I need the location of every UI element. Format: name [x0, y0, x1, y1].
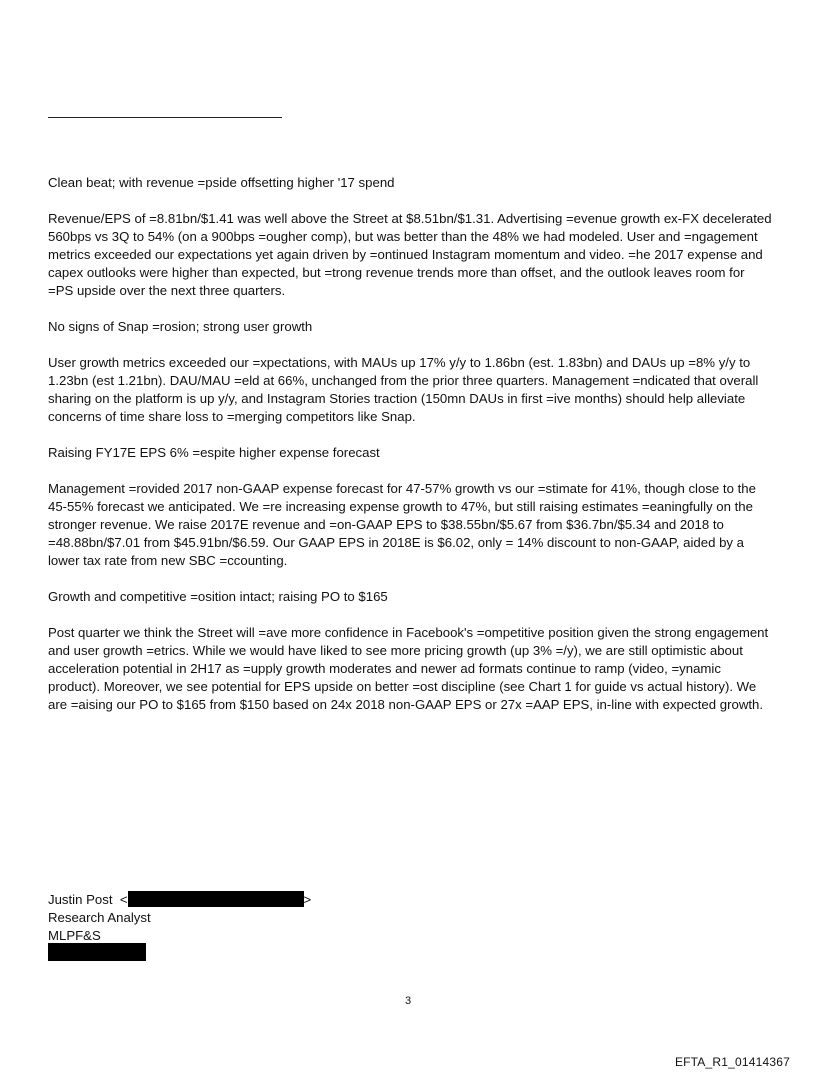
analyst-signature — [48, 891, 311, 945]
report-body — [48, 174, 772, 732]
document-id: EFTA_R1_01414367 — [674, 1055, 790, 1069]
redacted-phone — [48, 943, 146, 961]
email-open-bracket: < — [119, 892, 128, 907]
redacted-email — [128, 891, 304, 907]
analyst-firm: MLPF&S — [48, 928, 101, 943]
heading-growth-position: Growth and competitive =osition intact; raising PO to $165 — [48, 589, 388, 604]
analyst-title: Research Analyst — [48, 910, 151, 925]
top-divider-line — [48, 117, 282, 118]
analyst-name: Justin Post — [48, 892, 113, 907]
heading-clean-beat: Clean beat; with revenue =pside offsetting higher '17 spend — [48, 175, 395, 190]
paragraph-user-growth: User growth metrics exceeded our =xpectations, with MAUs up 17% y/y to 1.86bn (est. 1.83bn) and DAUs up =8% y/y to 1.23bn (est 1.21bn). DAU/MAU =eld at 66%, unchanged from the prior three quarters. Management =ndicated that overall sharing on the platform is up y/y, and Instagram Stories traction (150mn DAUs in first =ive months) should help alleviate concerns of time share loss to =merging competitors like Snap. — [48, 355, 759, 424]
paragraph-price-objective: Post quarter we think the Street will =ave more confidence in Facebook's =ompetitive position given the strong engagement and user growth =etrics. While we would have liked to see more pricing growth (up 3% =/y), we are still optimistic about acceleration potential in 2H17 as =upply growth moderates and newer ad formats continue to ramp (video, =ynamic product). Moreover, we see potential for EPS upside on better =ost discipline (see Chart 1 for guide vs actual history). We are =aising our PO to $165 from $150 based on 24x 2018 non-GAAP EPS or 27x =AAP EPS, in-line with expected growth. — [48, 625, 769, 712]
heading-raising-eps: Raising FY17E EPS 6% =espite higher expense forecast — [48, 445, 380, 460]
paragraph-revenue-eps: Revenue/EPS of =8.81bn/$1.41 was well above the Street at $8.51bn/$1.31. Advertising =evenue growth ex-FX decelerated 560bps vs 3Q to 54% (on a 900bps =ougher comp), but was better than the 48% we had modeled. User and =ngagement metrics exceeded our expectations yet again driven by =ontinued Instagram momentum and video. =he 2017 expense and capex outlooks were higher than expected, but =trong revenue trends more than offset, and the outlook leaves room for =PS upside over the next three quarters. — [48, 211, 772, 298]
paragraph-expense-forecast: Management =rovided 2017 non-GAAP expense forecast for 47-57% growth vs our =stimate for 41%, though close to the 45-55% forecast we anticipated. We =re increasing expense growth to 47%, but still raising estimates =eaningfully on the stronger revenue. We raise 2017E revenue and =on-GAAP EPS to $38.55bn/$5.67 from $36.7bn/$5.34 and 2018 to =48.88bn/$7.01 from $45.91bn/$6.59. Our GAAP EPS in 2018E is $6.02, only = 14% discount to non-GAAP, aided by a lower tax rate from new SBC =ccounting. — [48, 481, 756, 568]
page-number: 3 — [404, 995, 412, 1007]
email-close-bracket: > — [303, 892, 312, 907]
heading-snap-erosion: No signs of Snap =rosion; strong user growth — [48, 319, 313, 334]
analyst-name-line — [48, 891, 311, 909]
